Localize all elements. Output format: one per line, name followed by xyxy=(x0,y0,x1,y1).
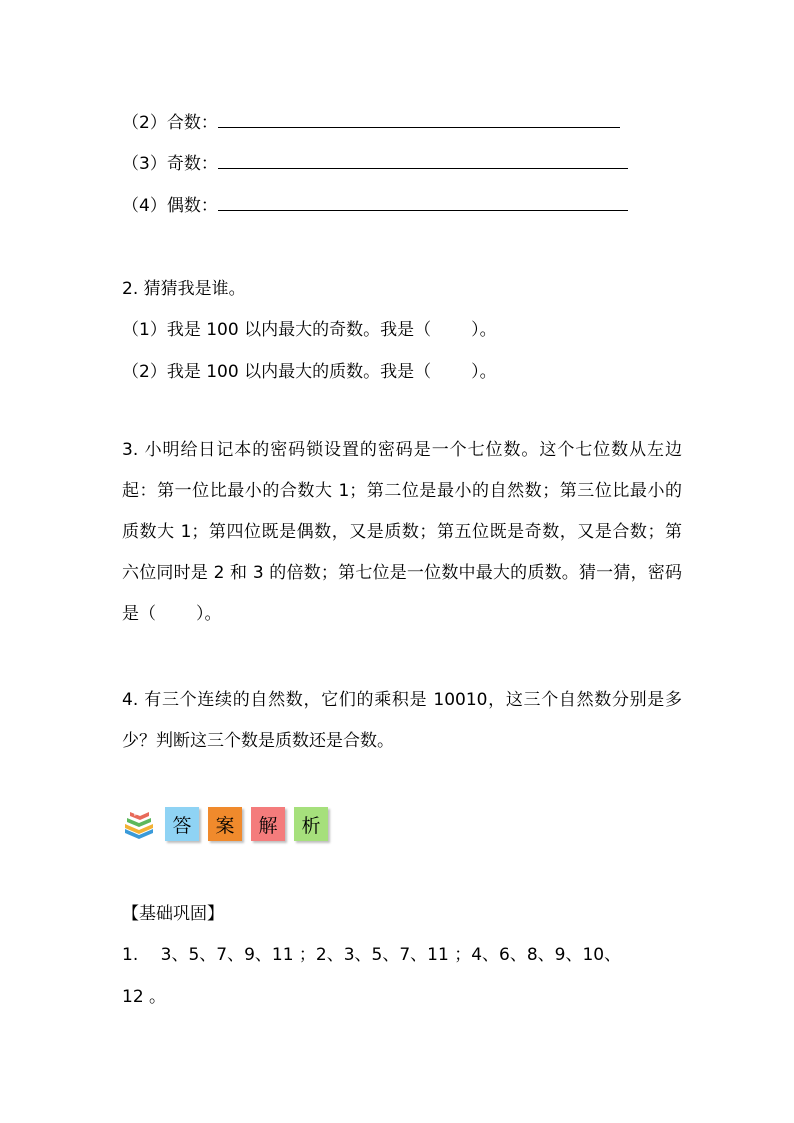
q2-item-close: ）。 xyxy=(471,320,497,340)
basics-title: 【基础巩固】 xyxy=(122,904,224,924)
q4-paragraph: 4. 有三个连续的自然数，它们的乘积是 10010，这三个自然数分别是多少？判断这三个数是质数还是合数。 xyxy=(122,690,682,751)
q2-item-text: （2）我是 100 以内最大的质数。我是（ xyxy=(122,362,432,382)
answer-blank-line[interactable] xyxy=(218,113,620,128)
q3-paragraph xyxy=(122,430,682,635)
answer-blank-line[interactable] xyxy=(218,154,628,169)
answer-badge-3: 解 xyxy=(251,807,285,841)
books-icon xyxy=(122,807,156,841)
q1-item-label: （2）合数： xyxy=(122,113,218,133)
answer-section-header xyxy=(122,806,328,842)
q2-item-2 xyxy=(122,357,497,382)
answer-badge-4: 析 xyxy=(294,807,328,841)
answer-badge-2: 案 xyxy=(208,807,242,841)
q2-item-text: （1）我是 100 以内最大的奇数。我是（ xyxy=(122,320,432,340)
q2-item-close: ）。 xyxy=(471,362,497,382)
q2-title: 2. 猜猜我是谁。 xyxy=(122,279,246,299)
answer-blank-line[interactable] xyxy=(218,196,628,211)
q1-item-label: （4）偶数： xyxy=(122,196,218,216)
q3-text: 3. 小明给日记本的密码锁设置的密码是一个七位数。这个七位数从左边起：第一位比最小的合数大 1；第二位是最小的自然数；第三位比最小的质数大 1；第四位既是偶数，又是质数；第五位既是奇数，又是合数；第六位同时是 2 和 3 的倍数；第七位是一位数中最大的质数。猜一猜，密码是（ xyxy=(122,440,682,624)
basics-answer-line-1: 1. 3、5、7、9、11 ；2、3、5、7、11 ；4、6、8、9、10、 xyxy=(122,945,622,965)
q1-item-even xyxy=(122,191,628,216)
q3-close: ）。 xyxy=(196,604,222,624)
q1-item-odd xyxy=(122,149,628,174)
q2-item-1 xyxy=(122,315,497,340)
q1-item-composite xyxy=(122,108,620,133)
q1-item-label: （3）奇数： xyxy=(122,154,218,174)
answer-badge-1: 答 xyxy=(165,807,199,841)
basics-answer-line-2: 12 。 xyxy=(122,987,167,1007)
